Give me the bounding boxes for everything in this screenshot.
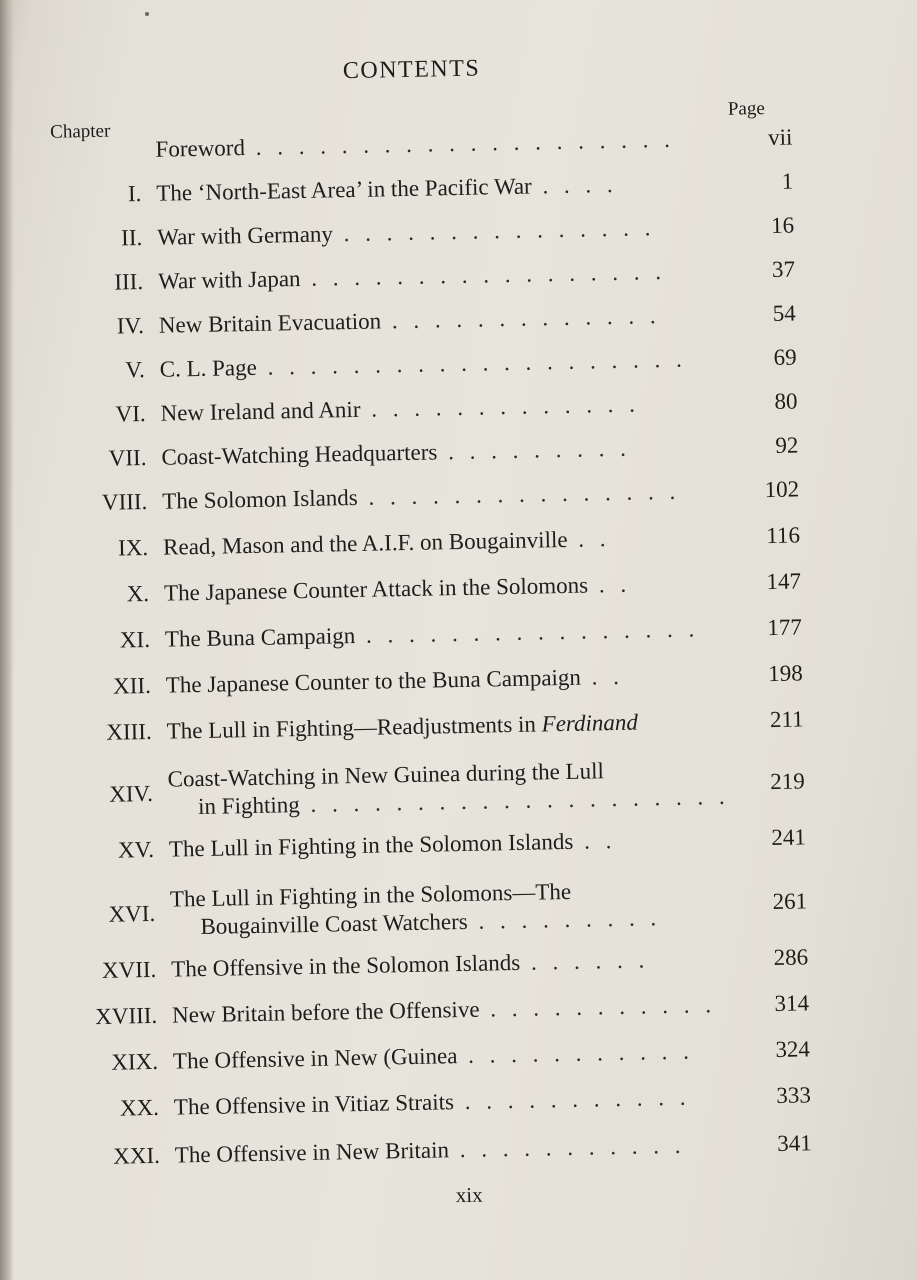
dot-leader: . . . . . . . . . . . . . <box>380 303 661 334</box>
toc-row <box>41 659 803 699</box>
page-title: CONTENTS <box>342 55 481 85</box>
chapter-title-text: The Lull in Fighting—Readjustments in <box>166 711 537 744</box>
chapter-title <box>171 944 751 983</box>
toc-row <box>35 344 797 383</box>
chapter-title-text: Coast-Watching Headquarters <box>161 439 438 470</box>
chapter-title-text: New Ireland and Anir <box>160 396 361 426</box>
chapter-number: XV. <box>117 836 155 863</box>
dot-leader: . . . . . . . . . . . . . . . . <box>355 616 700 649</box>
chapter-title <box>156 169 736 208</box>
chapter-title <box>166 661 746 700</box>
dot-leader: . . . . . . . . . . . <box>448 1132 686 1163</box>
chapter-number: II. <box>120 225 143 251</box>
dot-leader: . . . . . . . . . <box>467 905 662 934</box>
chapter-title <box>173 1036 753 1075</box>
chapter-title-continuation-text: in Fighting <box>197 792 300 820</box>
chapter-title <box>163 523 743 562</box>
chapter-title <box>155 125 735 164</box>
page-column-label: Page <box>727 98 765 120</box>
chapter-title-text: Coast-Watching in New Guinea during the Lull <box>167 758 605 792</box>
chapter-number: VIII. <box>101 488 148 515</box>
dot-leader: . . . . . . . . . . . . . . . . . <box>300 258 667 291</box>
toc-row <box>35 388 798 427</box>
dot-leader: . . . . . . . . . . . . . . . <box>357 478 681 510</box>
chapter-number: XXI. <box>112 1142 161 1169</box>
toc-row <box>50 1129 812 1169</box>
chapter-title <box>159 345 739 384</box>
chapter-title-text: The Japanese Counter Attack in the Solomons <box>163 572 589 606</box>
chapter-title <box>175 1130 755 1169</box>
toc-row <box>34 300 797 339</box>
page-number-ref: 314 <box>774 990 810 1017</box>
toc-row <box>42 753 806 820</box>
toc-row <box>31 168 794 207</box>
page-number-ref: 324 <box>775 1036 811 1063</box>
toc-row <box>39 567 802 607</box>
chapter-title-text: The ‘North-East Area’ in the Pacific War <box>156 173 532 206</box>
dot-leader: . . . . . . . . . . . <box>453 1084 691 1115</box>
chapter-number: XX. <box>119 1094 160 1121</box>
dot-leader: . . . . <box>531 171 618 199</box>
chapter-title <box>170 874 751 941</box>
chapter-title-text: The Offensive in the Solomon Islands <box>171 949 521 982</box>
chapter-title <box>159 301 739 340</box>
page-number-ref: 147 <box>766 568 802 595</box>
chapter-title-text: New Britain before the Offensive <box>171 996 480 1028</box>
page-number: xix <box>455 1182 483 1208</box>
chapter-title <box>166 707 746 746</box>
toc-row <box>38 521 801 561</box>
chapter-title-continuation-text: Bougainville Coast Watchers <box>200 908 468 940</box>
chapter-title <box>157 213 737 252</box>
page-number-ref: 261 <box>772 888 808 915</box>
page-number-ref: 116 <box>766 522 801 549</box>
chapter-title-text: Foreword <box>155 135 246 162</box>
chapter-title-text: War with Germany <box>156 221 334 250</box>
chapter-title <box>167 755 748 822</box>
toc-row <box>44 823 807 863</box>
dot-leader: . . . . . . . . . . . . . . . . . . . . <box>299 783 730 818</box>
page-number-ref: 16 <box>770 212 795 238</box>
page-number-ref: 69 <box>773 344 797 370</box>
page-number-ref: 80 <box>774 388 798 414</box>
dot-leader: . . . . . . . . . . . <box>479 992 717 1022</box>
dot-leader: . . <box>573 828 617 854</box>
toc-row <box>30 124 793 162</box>
chapter-title-text: War with Japan <box>157 265 301 294</box>
dot-leader: . . . . . . . . . . . . . . . . . . . . <box>256 346 687 380</box>
page-number-ref: 333 <box>776 1082 812 1109</box>
chapter-number: IX. <box>117 534 149 561</box>
chapter-number: IV. <box>116 313 145 339</box>
chapter-title <box>164 569 744 608</box>
toc-row <box>46 943 809 983</box>
chapter-title <box>169 824 749 863</box>
toc-row <box>49 1081 812 1121</box>
page-number-ref: 341 <box>776 1130 812 1157</box>
chapter-number: V. <box>125 357 145 383</box>
toc-row <box>48 1035 811 1075</box>
page-number-ref: 92 <box>775 432 799 458</box>
toc-row <box>33 256 796 295</box>
chapter-title <box>162 477 742 516</box>
dot-leader: . . . . . . . . . . . . . . . <box>332 215 656 247</box>
chapter-number: VII. <box>108 444 147 471</box>
chapter-column-label: Chapter <box>49 120 111 143</box>
page-number-ref: 1 <box>781 168 794 194</box>
chapter-title-text: The Buna Campaign <box>164 623 356 652</box>
chapter-number: X. <box>126 580 150 607</box>
page-number-ref: 198 <box>767 660 803 687</box>
chapter-number: XI. <box>119 626 151 653</box>
dot-leader: . . <box>587 571 632 598</box>
chapter-number: XVIII. <box>94 1002 158 1030</box>
chapter-title-text: C. L. Page <box>159 354 258 382</box>
chapter-title <box>160 389 740 428</box>
chapter-title <box>158 257 738 296</box>
dot-leader: . . . . . . . . . <box>437 435 632 465</box>
chapter-title-text: The Japanese Counter to the Buna Campaign <box>165 664 582 698</box>
chapter-number: VI. <box>115 400 146 427</box>
chapter-title-text: The Lull in Fighting in the Solomon Islands <box>168 828 574 862</box>
chapter-number: XIII. <box>106 718 152 745</box>
chapter-title-text: Read, Mason and the A.I.F. on Bougainville <box>162 526 568 560</box>
dot-leader: . . <box>567 526 611 552</box>
toc-row <box>47 989 810 1030</box>
chapter-title-text: The Solomon Islands <box>162 484 358 514</box>
page-number-ref: 219 <box>770 768 806 795</box>
dot-leader: . . . . . . . . . . . . . . . . . . . . <box>244 126 676 161</box>
dot-leader: . . . . . . <box>519 947 650 975</box>
chapter-title-text: The Offensive in New Britain <box>174 1137 450 1168</box>
page-number-ref: 102 <box>764 476 800 503</box>
chapter-number: I. <box>127 181 142 207</box>
toc-row <box>32 212 795 251</box>
chapter-number: III. <box>114 269 144 295</box>
page-number-ref: 241 <box>771 824 807 851</box>
chapter-title <box>165 615 745 654</box>
chapter-number: XVII. <box>101 956 157 983</box>
chapter-title-text: The Offensive in New (Guinea <box>172 1043 458 1074</box>
toc-row <box>45 873 808 940</box>
dot-leader: . . . . . . . . . . . . . <box>360 391 641 422</box>
toc-row <box>41 705 804 745</box>
toc-row <box>40 613 803 653</box>
chapter-title-text: The Lull in Fighting in the Solomons—The <box>169 878 572 912</box>
chapter-number: XII. <box>112 672 152 699</box>
page-number-ref: 177 <box>767 614 803 641</box>
page-number-ref: 37 <box>771 256 796 282</box>
dot-leader: . . . . . . . . . . . <box>457 1038 695 1069</box>
chapter-title <box>172 990 752 1029</box>
chapter-number: XVI. <box>108 900 156 927</box>
chapter-title <box>174 1082 754 1121</box>
page-number-ref: 211 <box>769 706 804 733</box>
page-number-ref: vii <box>767 124 793 150</box>
page-number-ref: 54 <box>772 300 797 326</box>
chapter-number: XIV. <box>108 780 154 807</box>
page-number-ref: 286 <box>773 944 809 971</box>
chapter-title-text: The Offensive in Vitiaz Straits <box>173 1089 455 1120</box>
dot-leader: . . <box>580 663 625 690</box>
toc-row <box>36 432 799 471</box>
toc-row <box>37 476 800 515</box>
chapter-number: XIX. <box>111 1048 159 1075</box>
chapter-title-italic: Ferdinand <box>541 709 639 737</box>
chapter-title <box>161 433 741 472</box>
chapter-title-text: New Britain Evacuation <box>158 308 382 338</box>
